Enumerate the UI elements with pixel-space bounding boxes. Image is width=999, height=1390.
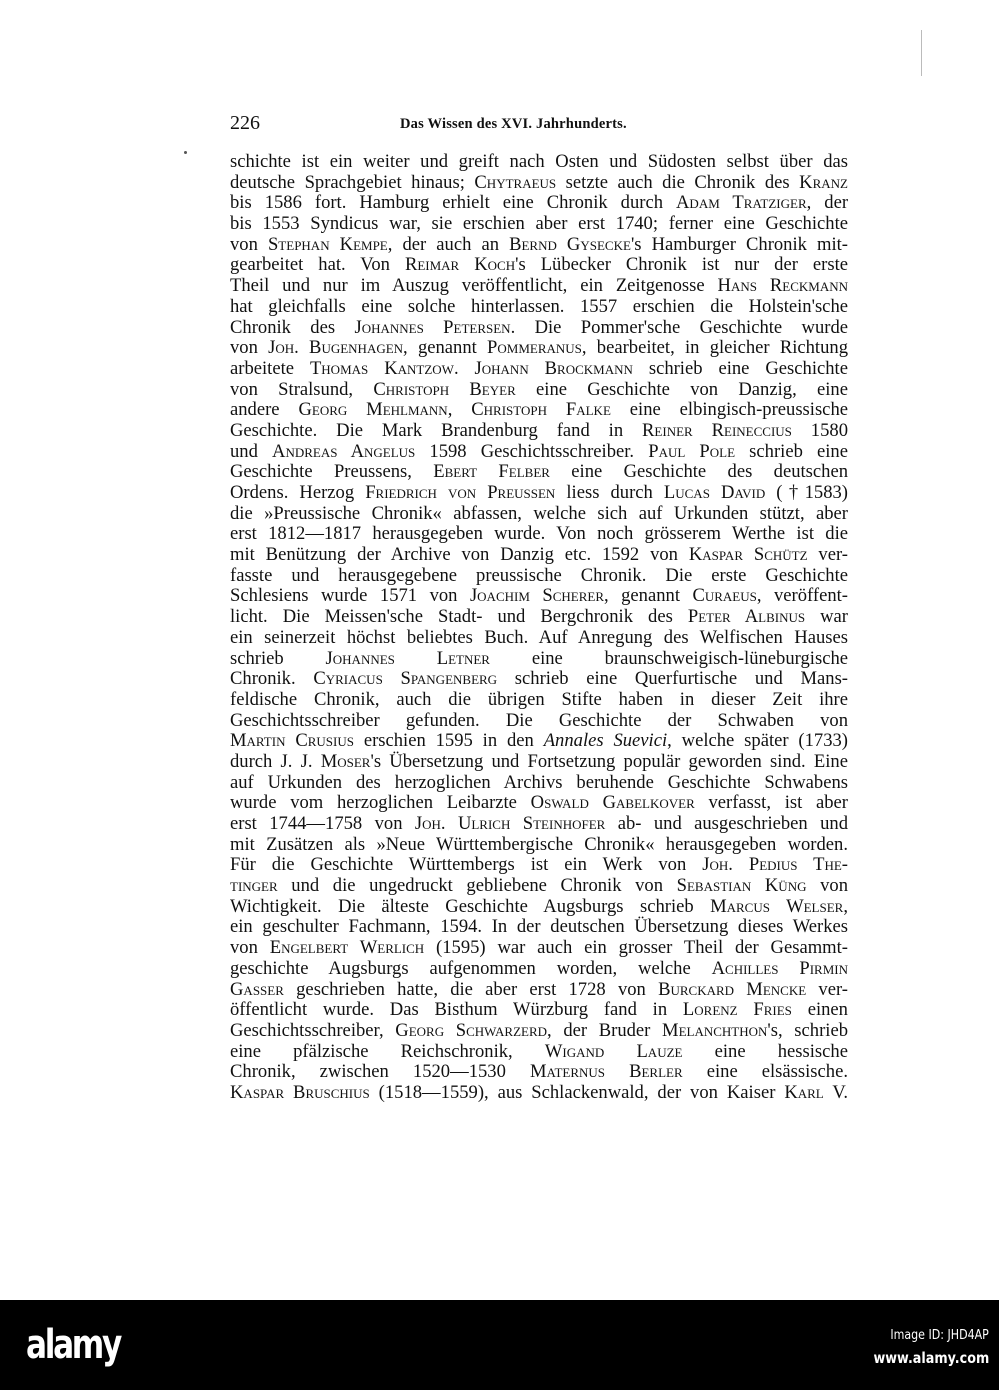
- name-smallcaps: Maternus Berler: [529, 1061, 683, 1083]
- text-line: [230, 524, 848, 545]
- text-line: [230, 1021, 848, 1042]
- name-smallcaps: Adam Tratziger: [676, 192, 807, 214]
- text-run: Schlesiens wurde 1571 von: [230, 585, 470, 607]
- text-run: gearbeitet hat. Von: [230, 254, 405, 276]
- text-run: die »Preussische Chronik« abfassen, welche sich auf Urkunden stützt, aber: [230, 502, 848, 524]
- text-run: Geschichtsschreiber gefunden. Die Geschichte der Schwaben von: [230, 709, 848, 731]
- text-run: erst 1812—1817 herausgegeben wurde. Von noch grösserem Werthe ist die: [230, 523, 848, 545]
- text-run: mit Zusätzen als »Neue Württembergische Chronik« herausgegeben worden.: [230, 833, 848, 855]
- name-smallcaps: Kaspar Schütz: [688, 544, 808, 566]
- text-run: und die ungedruckt gebliebene Chronik von: [277, 875, 677, 897]
- name-smallcaps: Thomas Kantzow: [309, 357, 454, 379]
- name-smallcaps: Lucas David: [663, 482, 766, 503]
- text-line: [230, 938, 848, 959]
- name-smallcaps: Martin Crusius: [230, 730, 354, 752]
- name-smallcaps: Georg Mehlmann: [298, 399, 448, 421]
- name-smallcaps: Cyriacus Spangenberg: [313, 668, 498, 690]
- name-smallcaps: Friedrich von Preussen: [365, 482, 556, 503]
- name-smallcaps: Achilles Pirmin: [711, 957, 848, 979]
- name-smallcaps: Peter Albinus: [687, 606, 806, 628]
- text-run: , genannt: [604, 585, 693, 607]
- text-run: , veröffent-: [756, 585, 848, 607]
- text-run: (†1583): [765, 482, 848, 503]
- text-line: [230, 297, 848, 318]
- text-run: von: [230, 233, 268, 255]
- name-smallcaps: Reiner Reineccius: [642, 419, 792, 441]
- text-run: fasste und herausgegebene preussische Chronik. Die erste Geschichte: [230, 564, 848, 586]
- name-smallcaps: Marcus Welser: [710, 895, 844, 917]
- text-line: [230, 545, 848, 566]
- text-run: ,: [843, 895, 848, 917]
- name-smallcaps: Sebastian Küng: [676, 875, 807, 897]
- text-line: [230, 773, 848, 794]
- text-run: verfasst, ist aber: [694, 792, 849, 814]
- text-line: [230, 876, 848, 897]
- text-line: [230, 276, 848, 297]
- text-line: [230, 711, 848, 732]
- text-line: [230, 338, 848, 359]
- text-line: [230, 752, 848, 773]
- text-run: Geschichte Preussens,: [230, 461, 434, 483]
- text-line: [230, 255, 848, 276]
- name-smallcaps: Johannes Letner: [325, 647, 490, 669]
- name-smallcaps: Karl: [784, 1081, 824, 1103]
- text-line: [230, 1000, 848, 1021]
- text-line: [230, 193, 848, 214]
- text-run: eine Geschichte des deutschen: [549, 461, 849, 483]
- name-smallcaps: Christoph Beyer: [373, 378, 516, 400]
- text-run: von: [230, 337, 269, 359]
- text-line: [230, 462, 848, 483]
- name-smallcaps: Pommeranus: [487, 337, 582, 359]
- text-line: [230, 1062, 848, 1083]
- text-run: einen: [791, 999, 848, 1021]
- text-line: [230, 586, 848, 607]
- text-run: 's Lübecker Chronik ist nur der erste: [515, 254, 848, 276]
- text-line: [230, 628, 848, 649]
- text-run: geschichte Augsburgs aufgenommen worden, welche: [230, 957, 712, 979]
- text-run: mit Benützung der Archive von Danzig etc. 1592 von: [230, 544, 689, 566]
- text-run: 1580: [791, 419, 848, 441]
- name-smallcaps: Joh. Bugenhagen: [268, 337, 404, 359]
- name-smallcaps: Oswald Gabelkover: [530, 792, 695, 814]
- text-run: liess durch: [555, 482, 664, 503]
- text-run: licht. Die Meissen'sche Stadt- und Bergchronik des: [230, 606, 688, 628]
- text-line: [230, 318, 848, 339]
- text-run: Geschichtsschreiber,: [230, 1019, 396, 1041]
- text-line: [230, 980, 848, 1001]
- text-run: , genannt: [403, 337, 488, 359]
- text-run: eine braunschweigisch-lüneburgische: [489, 647, 849, 669]
- alamy-logo: alamy: [26, 1322, 120, 1368]
- text-run: 's, schrieb: [767, 1019, 849, 1041]
- name-smallcaps: Lorenz Fries: [682, 999, 792, 1021]
- text-line: [230, 504, 848, 525]
- text-line: [230, 152, 848, 173]
- text-run: V.: [823, 1081, 849, 1103]
- scan-edge-line: [921, 30, 922, 76]
- name-smallcaps: Stephan Kempe: [267, 233, 388, 255]
- title-italic: Annales Suevici: [543, 730, 668, 752]
- text-line: [230, 814, 848, 835]
- name-smallcaps: Burckard Mencke: [658, 978, 807, 1000]
- text-run: von Stralsund,: [230, 378, 374, 400]
- text-run: 1598 Geschichtsschreiber.: [415, 440, 649, 462]
- text-run: andere: [230, 399, 299, 421]
- body-text: [230, 152, 848, 1104]
- text-run: arbeitete: [230, 357, 310, 379]
- name-smallcaps: Joh. Ulrich Steinhofer: [414, 813, 606, 834]
- text-run: ver-: [807, 544, 848, 566]
- text-line: [230, 897, 848, 918]
- text-run: Wichtigkeit. Die älteste Geschichte Augsburgs schrieb: [230, 895, 711, 917]
- text-line: [230, 1042, 848, 1063]
- text-run: schichte ist ein weiter und greift nach Osten und Südosten selbst über das: [230, 151, 848, 172]
- name-smallcaps: Hans Reckmann: [717, 275, 848, 297]
- text-run: (1518—1559), aus Schlackenwald, der von Kaiser: [369, 1081, 785, 1103]
- text-run: schrieb eine Querfurtische und Mans-: [497, 668, 848, 690]
- text-run: , der Bruder: [547, 1019, 663, 1041]
- text-run: öffentlicht wurde. Das Bisthum Würzburg fand in: [230, 999, 683, 1021]
- text-run: 's Hamburger Chronik mit-: [630, 233, 848, 255]
- text-line: [230, 793, 848, 814]
- text-run: . Die Pommer'sche Geschichte wurde: [510, 316, 848, 338]
- text-run: eine elbingisch-preussische: [610, 399, 848, 421]
- text-run: bis 1586 fort. Hamburg erhielt eine Chronik durch: [230, 192, 676, 214]
- text-line: [230, 669, 848, 690]
- name-smallcaps: Moser: [320, 750, 371, 772]
- text-run: bis 1553 Syndicus war, sie erschien aber erst 1740; ferner eine Geschichte: [230, 213, 848, 235]
- text-run: eine hessische: [682, 1040, 848, 1062]
- text-line: [230, 690, 848, 711]
- text-run: ,: [447, 399, 472, 421]
- text-line: [230, 1083, 848, 1104]
- name-smallcaps: Curaeus: [692, 585, 757, 607]
- text-run: setzte auch die Chronik des: [556, 171, 800, 193]
- name-smallcaps: Ebert Felber: [433, 461, 550, 483]
- text-run: von: [230, 937, 270, 959]
- text-run: Theil und nur im Auszug veröffentlicht, ein Zeitgenosse: [230, 275, 718, 297]
- text-run: eine elsässische.: [682, 1061, 848, 1083]
- text-run: eine Geschichte von Danzig, eine: [515, 378, 848, 400]
- text-run: schrieb eine Geschichte: [632, 357, 848, 379]
- name-smallcaps: Kaspar Bruschius: [230, 1081, 370, 1103]
- text-line: [230, 917, 848, 938]
- name-smallcaps: Gasser: [230, 978, 284, 1000]
- text-run: ab- und ausgeschrieben und: [605, 813, 848, 834]
- text-line: [230, 359, 848, 380]
- text-line: [230, 400, 848, 421]
- text-run: erst 1744—1758 von: [230, 813, 415, 834]
- text-run: und: [230, 440, 273, 462]
- text-run: 's Übersetzung und Fortsetzung populär geworden sind. Eine: [370, 750, 848, 772]
- name-smallcaps: Melanchthon: [662, 1019, 768, 1041]
- text-line: [230, 855, 848, 876]
- name-smallcaps: Paul Pole: [648, 440, 736, 462]
- name-smallcaps: Christoph Falke: [471, 399, 611, 421]
- name-smallcaps: tinger: [230, 875, 278, 897]
- text-line: [230, 649, 848, 670]
- watermark-url: www.alamy.com: [873, 1349, 989, 1367]
- text-run: durch J. J.: [230, 750, 321, 772]
- name-smallcaps: Johannes Petersen: [354, 316, 511, 338]
- text-run: (1595) war auch ein grosser Theil der Gesammt-: [424, 937, 848, 959]
- text-run: war: [805, 606, 849, 628]
- text-run: erschien 1595 in den: [353, 730, 544, 752]
- text-line: [230, 421, 848, 442]
- text-line: [230, 173, 848, 194]
- text-run: ver-: [806, 978, 848, 1000]
- watermark-bar: [0, 1300, 999, 1390]
- text-line: [230, 566, 848, 587]
- text-line: [230, 959, 848, 980]
- text-line: [230, 731, 848, 752]
- text-run: auf Urkunden des herzoglichen Archivs beruhende Geschichte Schwabens: [230, 771, 848, 793]
- text-line: [230, 835, 848, 856]
- name-smallcaps: Johann Brockmann: [474, 357, 633, 379]
- text-run: , der: [806, 192, 849, 214]
- name-smallcaps: Wigand Lauze: [544, 1040, 683, 1062]
- text-run: .: [453, 357, 475, 379]
- text-run: eine pfälzische Reichschronik,: [230, 1040, 545, 1062]
- name-smallcaps: Georg Schwarzerd: [395, 1019, 548, 1041]
- text-run: schrieb: [230, 647, 326, 669]
- text-run: , der auch an: [387, 233, 510, 255]
- text-run: ein geschulter Fachmann, 1594. In der deutschen Übersetzung dieses Werkes: [230, 916, 848, 938]
- name-smallcaps: Chytraeus: [474, 171, 557, 193]
- text-line: [230, 380, 848, 401]
- name-smallcaps: Andreas Angelus: [272, 440, 416, 462]
- name-smallcaps: Joh. Pedius The-: [702, 854, 848, 876]
- scan-speck: [184, 151, 187, 154]
- running-title: Das Wissen des XVI. Jahrhunderts.: [400, 116, 627, 132]
- text-run: Ordens. Herzog: [230, 482, 366, 503]
- text-run: hat gleichfalls eine solche hinterlassen. 1557 erschien die Holstein'sche: [230, 295, 848, 317]
- text-run: Für die Geschichte Württembergs ist ein Werk von: [230, 854, 703, 876]
- text-run: Chronik des: [230, 316, 355, 338]
- name-smallcaps: Kranz: [799, 171, 848, 193]
- image-id: Image ID: JHD4AP: [890, 1328, 989, 1343]
- text-line: [230, 607, 848, 628]
- text-run: feldische Chronik, auch die übrigen Stifte haben in dieser Zeit ihre: [230, 688, 848, 710]
- text-run: , bearbeitet, in gleicher Richtung: [581, 337, 848, 359]
- text-run: wurde vom herzoglichen Leibarzte: [230, 792, 531, 814]
- text-line: [230, 214, 848, 235]
- name-smallcaps: Bernd Gysecke: [509, 233, 631, 255]
- text-run: schrieb eine: [735, 440, 848, 462]
- text-run: von: [806, 875, 848, 897]
- name-smallcaps: Engelbert Werlich: [269, 937, 425, 959]
- text-run: geschrieben hatte, die aber erst 1728 von: [283, 978, 659, 1000]
- text-line: [230, 235, 848, 256]
- text-run: Chronik, zwischen 1520—1530: [230, 1061, 530, 1083]
- page-number: 226: [230, 112, 260, 134]
- text-run: ein seinerzeit höchst beliebtes Buch. Auf Anregung des Welfischen Hauses: [230, 626, 848, 648]
- text-run: Geschichte. Die Mark Brandenburg fand in: [230, 419, 643, 441]
- text-run: deutsche Sprachgebiet hinaus;: [230, 171, 475, 193]
- text-run: Chronik.: [230, 668, 314, 690]
- name-smallcaps: Reimar Koch: [404, 254, 516, 276]
- text-run: , welche später (1733): [667, 730, 848, 752]
- name-smallcaps: Joachim Scherer: [469, 585, 604, 607]
- text-line: [230, 442, 848, 463]
- text-line: [230, 483, 848, 504]
